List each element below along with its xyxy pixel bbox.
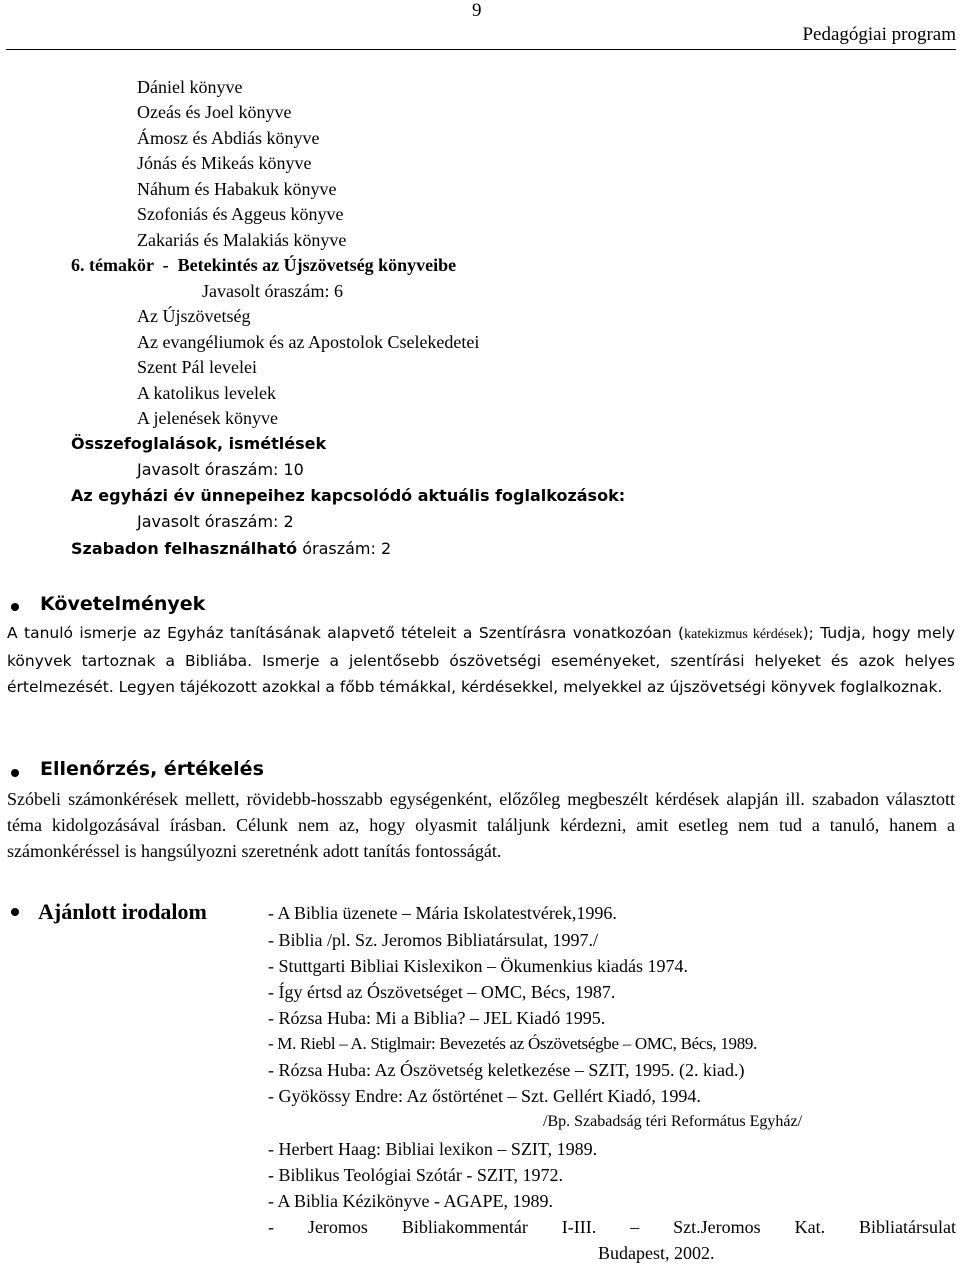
topic6-item: A jelenések könyve bbox=[137, 408, 278, 428]
book-item: Zakariás és Malakiás könyve bbox=[137, 230, 347, 250]
book-item: Náhum és Habakuk könyve bbox=[137, 179, 337, 199]
topic6-item: Az Újszövetség bbox=[137, 306, 251, 326]
book-item: Dániel könyve bbox=[137, 77, 243, 97]
header-rule bbox=[6, 49, 956, 50]
literature-item: - Biblikus Teológiai Szótár - SZIT, 1972. bbox=[268, 1165, 564, 1185]
literature-item: - Rózsa Huba: Az Ószövetség keletkezése – SZIT, 1995. (2. kiad.) bbox=[268, 1060, 745, 1080]
holidays-hours: Javasolt óraszám: 2 bbox=[137, 512, 294, 531]
topic6-item: A katolikus levelek bbox=[137, 383, 276, 403]
book-item: Jónás és Mikeás könyve bbox=[137, 153, 312, 173]
summary-hours: Javasolt óraszám: 10 bbox=[137, 460, 304, 479]
topic6-item: Szent Pál levelei bbox=[137, 357, 257, 377]
literature-item: - Gyökössy Endre: Az őstörténet – Szt. Gellért Kiadó, 1994. bbox=[268, 1086, 701, 1106]
literature-item: - A Biblia üzenete – Mária Iskolatestvérek,1996. bbox=[268, 903, 617, 923]
book-item: Ámosz és Abdiás könyve bbox=[137, 128, 320, 148]
bullet-icon bbox=[11, 603, 19, 611]
literature-heading: Ajánlott irodalom bbox=[38, 899, 207, 924]
page-number: 9 bbox=[472, 0, 482, 21]
requirements-heading: Követelmények bbox=[40, 593, 206, 615]
topic6-hours: Javasolt óraszám: 6 bbox=[202, 281, 343, 301]
requirements-text bbox=[7, 620, 955, 700]
requirements-text-1: A tanuló ismerje az Egyház tanításának alapvető tételeit a Szentírásra vonatkozóan ( bbox=[7, 624, 685, 642]
header-title: Pedagógiai program bbox=[802, 24, 956, 45]
free-title: Szabadon felhasználható bbox=[71, 539, 298, 558]
evaluation-heading: Ellenőrzés, értékelés bbox=[40, 758, 264, 780]
literature-item: - Így értsd az Ószövetséget – OMC, Bécs, 1987. bbox=[268, 982, 616, 1002]
book-item: Szofoniás és Aggeus könyve bbox=[137, 204, 344, 224]
free-hours: óraszám: 2 bbox=[297, 539, 392, 558]
free-hours-line bbox=[71, 537, 391, 561]
topic6-title: 6. témakör - Betekintés az Újszövetség könyveibe bbox=[71, 255, 457, 275]
literature-item: - M. Riebl – A. Stiglmair: Bevezetés az Ószövetségbe – OMC, Bécs, 1989. bbox=[268, 1034, 758, 1053]
summary-title: Összefoglalások, ismétlések bbox=[71, 434, 327, 453]
bullet-icon bbox=[11, 908, 19, 916]
requirements-text-2: ); Tudja, hogy mely könyvek tartoznak a Bibliába. Ismerje a jelentősebb ószövetségi eseményeket, szentírási helyeket és azok helyes értelmezését. Legyen tájékozott azokkal a főbb témákkal, kérdésekkel, melyekkel az újszövetségi könyvek foglalkoznak. bbox=[7, 624, 955, 696]
bullet-icon bbox=[11, 769, 19, 777]
topic6-item: Az evangéliumok és az Apostolok Cselekedetei bbox=[137, 332, 480, 352]
literature-item: - Biblia /pl. Sz. Jeromos Bibliatársulat, 1997./ bbox=[268, 930, 598, 950]
evaluation-text: Szóbeli számonkérések mellett, rövidebb-hosszabb egységenként, előzőleg megbeszélt kérdések alapján ill. szabadon választott téma kidolgozásával írásban. Célunk nem az, hogy olyasmit találjunk kérdezni, amit esetleg nem tud a tanuló, hanem a számonkéréssel is hangsúlyozni szeretnénk adott tanítás fontosságát. bbox=[7, 789, 955, 861]
literature-item: - Herbert Haag: Bibliai lexikon – SZIT, 1989. bbox=[268, 1139, 598, 1159]
literature-item-note: /Bp. Szabadság téri Református Egyház/ bbox=[543, 1113, 803, 1130]
literature-item: - Rózsa Huba: Mi a Biblia? – JEL Kiadó 1995. bbox=[268, 1008, 606, 1028]
literature-item-cont: Budapest, 2002. bbox=[598, 1243, 715, 1263]
literature-item: - Jeromos Bibliakommentár I-III. – Szt.Jeromos Kat. Bibliatársulat bbox=[268, 1217, 956, 1237]
requirements-text-small: katekizmus kérdések bbox=[684, 627, 803, 642]
literature-item: - Stuttgarti Bibliai Kislexikon – Ökumenkius kiadás 1974. bbox=[268, 956, 688, 976]
holidays-title: Az egyházi év ünnepeihez kapcsolódó aktuális foglalkozások: bbox=[71, 486, 626, 505]
literature-item: - A Biblia Kézikönyve - AGAPE, 1989. bbox=[268, 1191, 553, 1211]
book-item: Ozeás és Joel könyve bbox=[137, 102, 292, 122]
